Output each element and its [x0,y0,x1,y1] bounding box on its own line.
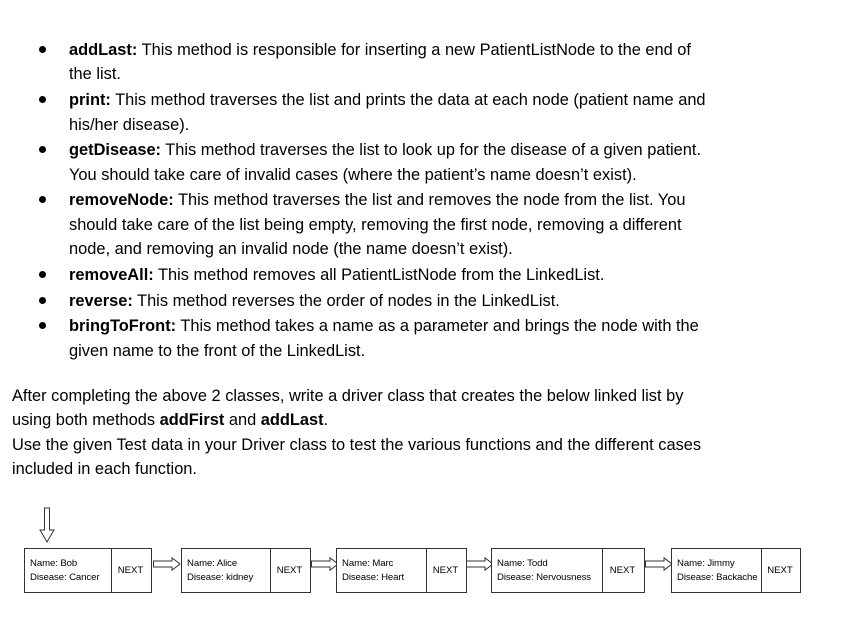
bullet-text: This method traverses the list to look up for the disease of a given patient. [161,141,701,160]
bullet-print [38,88,828,137]
bullet-text: This method is responsible for inserting a new PatientListNode to the end of [137,41,691,59]
para-text: included in each function. [12,460,197,479]
para-text: and [224,411,261,430]
bullet-text: This method takes a name as a parameter and brings the node with the [176,317,699,336]
node-data [492,549,603,592]
linked-list-diagram [0,505,845,615]
bullet-text: This method removes all PatientListNode from the LinkedList. [153,265,605,284]
node-next-pointer: NEXT [432,565,459,576]
bullet-removenode [38,188,828,261]
node-next-pointer: NEXT [117,565,144,576]
node-data [672,549,762,592]
bullet-dot-icon [39,196,46,203]
node-data [337,549,427,592]
term-removeall: removeAll: [69,265,154,284]
node-disease: Disease: Nervousness [497,572,591,583]
bullet-text: This method traverses the list and prints the data at each node (patient name and [110,91,706,110]
bullet-text: This method traverses the list and removes the node from the list. You [173,191,686,210]
node-next-pointer: NEXT [609,565,636,576]
node-next-pointer: NEXT [276,565,303,576]
next-arrow-icon [153,557,181,571]
term-getdisease: getDisease: [69,141,162,160]
node-name: Name: Todd [497,558,548,569]
para-text: using both methods [12,411,160,430]
node-data [25,549,112,592]
bullet-dot-icon [39,322,46,329]
list-node [24,548,152,593]
next-arrow-icon [645,557,673,571]
bullet-addlast [38,38,828,87]
node-name: Name: Jimmy [677,558,735,569]
bullet-dot-icon [39,297,46,304]
head-pointer-arrow-icon [39,507,55,543]
node-disease: Disease: kidney [187,572,254,583]
term-reverse: reverse: [69,291,133,310]
list-node [181,548,311,593]
bullet-text: node, and removing an invalid node (the name doesn’t exist). [69,240,513,259]
bullet-dot-icon [39,271,46,278]
node-name: Name: Alice [187,558,238,569]
bullet-text: given name to the front of the LinkedList. [69,341,366,360]
node-name: Name: Bob [30,558,78,569]
bullet-dot-icon [39,146,46,153]
bullet-getdisease [38,138,828,187]
node-disease: Disease: Backache [677,572,758,583]
node-name: Name: Marc [342,558,394,569]
node-disease: Disease: Heart [342,572,405,583]
method-addfirst: addFirst [159,411,225,430]
bullet-removeall [38,263,828,287]
para-text: Use the given Test data in your Driver class to test the various functions and the different cases [12,435,702,454]
list-node [336,548,467,593]
bullet-reverse [38,289,828,313]
para-text: After completing the above 2 classes, write a driver class that creates the below linked list by [12,387,684,405]
para-text: . [323,411,329,430]
bullet-text: the list. [69,65,121,84]
term-addlast: addLast: [69,41,138,59]
list-node [491,548,645,593]
node-next-pointer: NEXT [767,565,793,576]
term-removenode: removeNode: [69,191,174,210]
bullet-text: his/her disease). [69,115,190,134]
next-arrow-icon [311,557,339,571]
list-node [671,548,801,593]
bullet-bringtofront [38,314,828,363]
node-disease: Disease: Cancer [30,572,100,583]
driver-instructions-paragraph [12,384,832,482]
method-addlast: addLast [260,411,324,430]
bullet-text: This method reverses the order of nodes in the LinkedList. [132,291,560,310]
bullet-text: should take care of the list being empty, removing the first node, removing a different [69,215,682,234]
method-bullet-list [38,38,828,364]
term-bringtofront: bringToFront: [69,317,177,336]
next-arrow-icon [466,557,494,571]
bullet-dot-icon [39,96,46,103]
term-print: print: [69,91,111,110]
bullet-text: You should take care of invalid cases (where the patient’s name doesn’t exist). [69,165,637,184]
bullet-dot-icon [39,46,46,53]
node-data [182,549,271,592]
